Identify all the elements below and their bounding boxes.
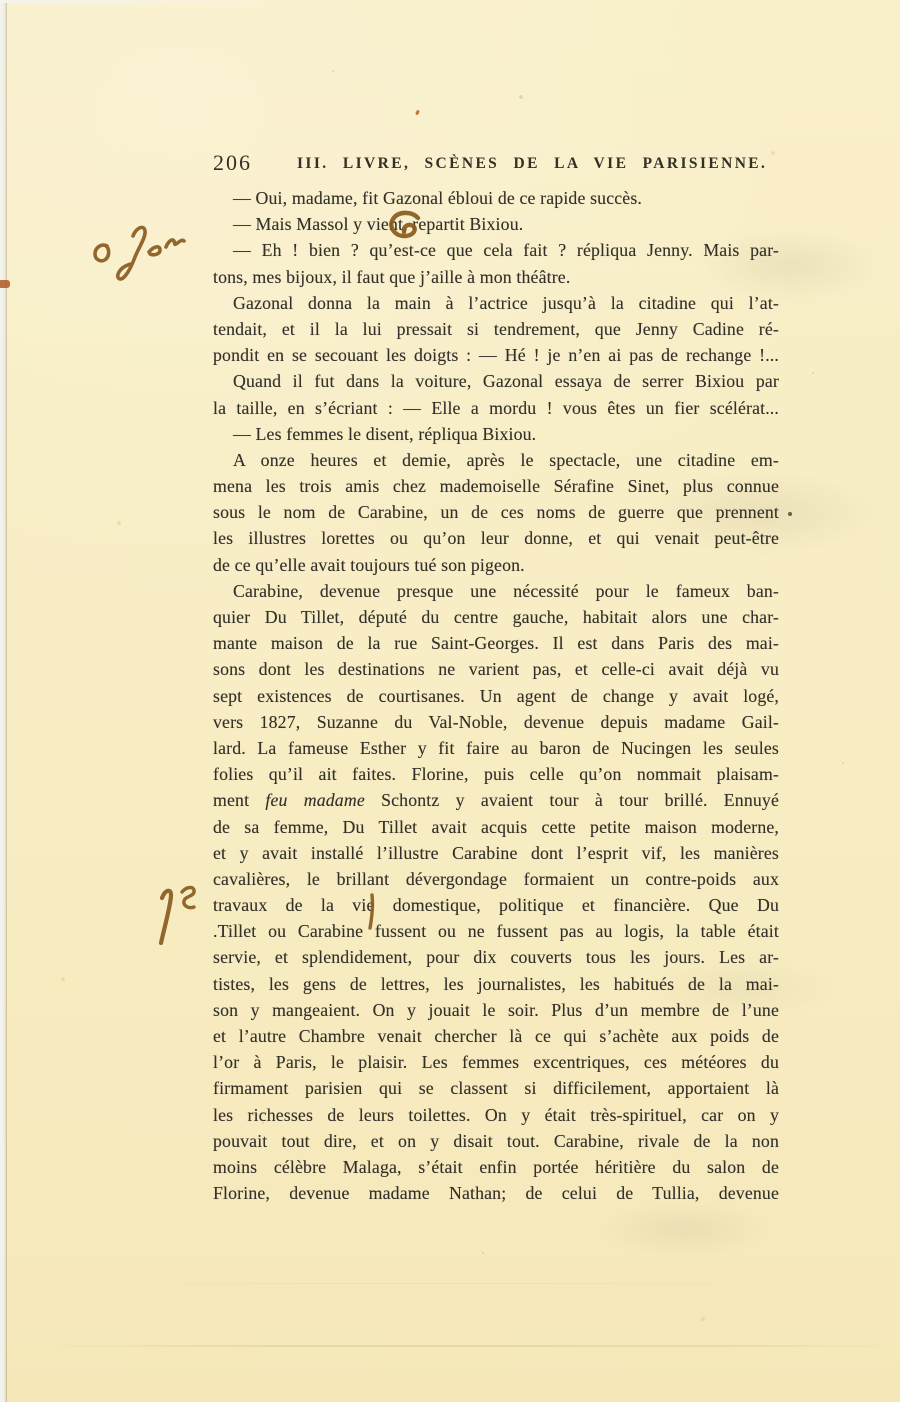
stray-ink-dot	[788, 512, 792, 516]
margin-scribble-top-ink	[86, 214, 196, 278]
text-line: — Les femmes le disent, répliqua Bixiou.	[233, 423, 537, 444]
text-line: firmament parisien qui se classent si difficilement, apportaient là	[213, 1078, 779, 1099]
text-line: l’or à Paris, le plaisir. Les femmes excentriques, ces météores du	[213, 1052, 779, 1073]
margin-scribble-middle-ink	[140, 876, 212, 954]
text-line: et y avait installé l’illustre Carabine dont l’esprit vif, les manières	[213, 842, 779, 863]
text-line: vers 1827, Suzanne du Val-Noble, devenue depuis madame Gail-	[213, 711, 779, 732]
text-line: — Mais Massol y vient, repartit Bixiou.	[233, 214, 524, 235]
text-line: les richesses de leurs toilettes. On y était très-spirituel, car on y	[213, 1104, 779, 1125]
text-line: sept existences de courtisanes. Un agent de change y avait logé,	[213, 685, 779, 706]
text-line: sous le nom de Carabine, un de ces noms de guerre que prennent	[213, 502, 779, 523]
text-line: de sa femme, Du Tillet avait acquis cette petite maison moderne,	[213, 816, 779, 837]
running-title: III. LIVRE, SCÈNES DE LA VIE PARISIENNE.	[297, 155, 768, 172]
text-line: son y mangeaient. On y jouait le soir. Plus d’un membre de l’une	[213, 999, 779, 1020]
page-top-edge	[0, 0, 300, 3]
ink-loop-over-vient	[380, 206, 428, 248]
text-line: lard. La fameuse Esther y fit faire au baron de Nucingen les seules	[213, 737, 779, 758]
text-line: cavalières, le brillant dévergondage formaient un contre-poids aux	[213, 868, 779, 889]
page-number: 206	[213, 150, 252, 175]
text-line: Carabine, devenue presque une nécessité pour le fameux ban-	[233, 580, 779, 601]
text-line: — Oui, madame, fit Gazonal ébloui de ce rapide succès.	[233, 188, 643, 208]
text-line	[213, 787, 779, 813]
paper-speck	[415, 110, 420, 116]
text-line: mante maison de la rue Saint-Georges. Il est dans Paris des mai-	[213, 633, 779, 654]
paper-speckles	[0, 0, 2, 2]
text-line: A onze heures et demie, après le spectacle, une citadine em-	[233, 449, 779, 470]
text-line: pondit en se secouant les doigts : — Hé ! je n’en ai pas de rechange !...	[213, 345, 779, 366]
italic-text-segment: feu madame	[265, 790, 365, 811]
text-line: — Eh ! bien ? qu’est-ce que cela fait ? répliqua Jenny. Mais par-	[233, 240, 779, 261]
text-segment: Schontz y avaient tour à tour brillé. Ennuyé	[364, 790, 780, 811]
text-line: Gazonal donna la main à l’actrice jusqu’à la citadine qui l’at-	[233, 292, 779, 313]
text-line: de ce qu’elle avait toujours tué son pigeon.	[213, 554, 525, 575]
text-line: travaux de la vie domestique, politique et financière. Que Du	[213, 895, 779, 916]
text-line: sons dont les destinations ne varient pas, et celle-ci avait déjà vu	[213, 659, 779, 680]
text-line: .Tillet ou Carabine fussent ou ne fussent pas au logis, la table était	[213, 921, 779, 942]
text-line: tons, mes bijoux, il faut que j’aille à mon théâtre.	[213, 266, 571, 287]
ink-stroke-over-la	[364, 890, 378, 932]
page-edge-shadow-line	[6, 0, 7, 1402]
text-line: tistes, les gens de lettres, les journalistes, les habitués de la mai-	[213, 973, 779, 994]
paper-crease-line	[30, 1345, 900, 1347]
text-line: moins célèbre Malaga, s’était enfin portée héritière du salon de	[213, 1156, 779, 1177]
page-header	[213, 150, 781, 178]
text-segment: ment	[213, 790, 266, 811]
show-through-ghost	[600, 1202, 770, 1257]
text-line: pouvait tout dire, et on y disait tout. Carabine, rivale de la non	[213, 1130, 779, 1151]
text-line: la taille, en s’écriant : — Elle a mordu ! vous êtes un fier scélérat...	[213, 397, 779, 418]
text-line: servie, et splendidement, pour dix couverts tous les jours. Les ar-	[213, 947, 779, 968]
text-line: mena les trois amis chez mademoiselle Sérafine Sinet, plus connue	[213, 476, 779, 497]
page-edge-ink-dash	[0, 280, 10, 288]
text-line: les illustres lorettes ou qu’on leur donne, et qui venait peut-être	[213, 528, 779, 549]
text-line: Quand il fut dans la voiture, Gazonal essaya de serrer Bixiou par	[233, 371, 779, 392]
text-line: tendait, et il la lui pressait si tendrement, que Jenny Cadine ré-	[213, 318, 779, 339]
text-line: Florine, devenue madame Nathan; de celui de Tullia, devenue	[213, 1183, 779, 1204]
paper-crease-line	[60, 1283, 900, 1284]
text-line: et l’autre Chambre venait chercher là ce qui s’achète aux poids de	[213, 1026, 779, 1046]
text-line: quier Du Tillet, député du centre gauche, habitait alors une char-	[213, 607, 779, 627]
body-text-block	[213, 185, 779, 1206]
text-line: folies qu’il ait faites. Florine, puis celle qu’on nommait plaisam-	[213, 764, 779, 785]
